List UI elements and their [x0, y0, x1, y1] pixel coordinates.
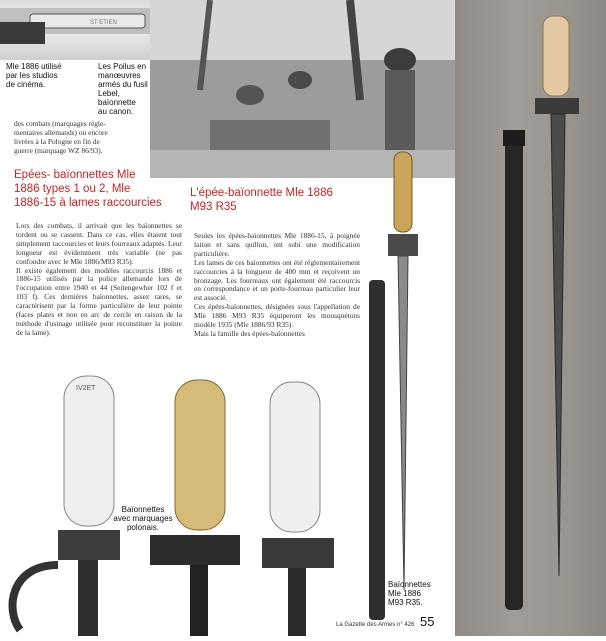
- bayonet-blade: [551, 114, 565, 576]
- heading-left: Epées- baïonnettes Mle 1886 types 1 ou 2, Mle 1886-15 à lames raccourcies: [14, 169, 162, 209]
- hilt-1: [64, 376, 114, 526]
- caption-poilus-photo: Les Poilus en manœuvres armés du fusil Lebel, baïonnette au canon.: [98, 62, 148, 116]
- hilt-2: [175, 380, 225, 530]
- hilt-3: [270, 382, 320, 532]
- intro-text: des combats (marquages régle- mentaires allemands) ou encore livrées à la Pologne en fin de guerre (marquage WZ 86/93).: [14, 119, 108, 155]
- wooden-hilt: [543, 16, 569, 96]
- caption-m93-r35: Baïonnettes Mle 1886 M93 R35.: [388, 580, 431, 607]
- caption-mle-photo: Mle 1886 utilisé par les studios de cinéma.: [6, 62, 62, 89]
- rifle-illustration: [0, 0, 150, 60]
- bayonet-m93-r35: [364, 150, 424, 630]
- right-column-text: Seules les épées-baïonnettes Mle 1886-15, à poignée laiton et sans quillon, ont subi une modification particulière. Les lames de ces baïonnettes ont été réglementairement raccourcies à la longueur de 400 mm et reçoivent un bronzage. Les fourreaux ont également été raccourcis en correspondance et un porte-fourreau particulier leur est associé. Ces épées-baïonnettes, désignées sous l'appellation de Mle 1886 M93 R35 équiperont les mousquetons modèle 1935 (Mle 1886/93 R35). Mais la famille des épées-baïonnettes: [194, 231, 360, 338]
- three-hilts: [0, 370, 360, 636]
- left-column-text: Lors des combats, il arrivait que les baïonnettes se tordent ou se cassent. Dans ce cas, elles étaient tout simplement raccourcies et leurs fourreaux adaptés. Leur longueur est évidemment très variable (ne pas confondre avec le Mle 1886/M93 R35). Il existe également des modèles raccourcis 1886 et 1886-15 utilisés par la police allemande lors de l'occupation entre 1940 et 44 (Seitengewher 102 f et 103 f). Ces dernières baïonnettes, assez rares, se caractérisent par la forme particulière de leur pointe (faces plates et non en arc de cercle en raison de la méthode d'usinage utilisée pour reconstituer la pointe de la lame).: [16, 221, 182, 337]
- hilt-marking: IV2ET: [76, 385, 96, 392]
- heading-right: L'épée-baïonnette Mle 1886 M93 R35: [190, 187, 333, 213]
- scabbard: [505, 130, 523, 610]
- page-number: 55: [420, 614, 435, 629]
- brass-hilt: [394, 152, 412, 232]
- bayonet-and-scabbard: [455, 0, 606, 636]
- rifle-photo: [0, 0, 150, 60]
- barrel-marking: ST ETIEN: [90, 20, 117, 26]
- magazine-footer: La Gazette des Armes n° 426: [336, 622, 415, 628]
- caption-polish-markings: Baïonnettes avec marquages polonais.: [113, 505, 173, 532]
- bayonet-photo-panel: [455, 0, 606, 636]
